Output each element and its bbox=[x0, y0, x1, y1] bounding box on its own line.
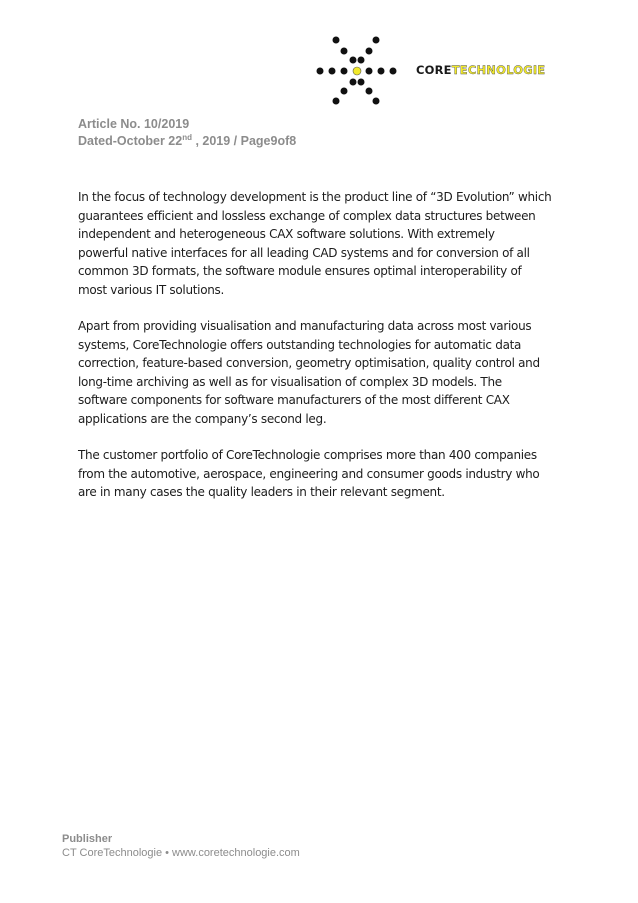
paragraph-line: correction, feature-based conversion, geometry optimisation, quality control and bbox=[78, 356, 540, 370]
article-date bbox=[78, 133, 296, 150]
logo-word-core: CORE bbox=[416, 63, 452, 77]
paragraph-2 bbox=[78, 317, 578, 428]
date-prefix: Dated-October 22 bbox=[78, 134, 183, 148]
date-suffix: , 2019 / Page9of8 bbox=[191, 134, 297, 148]
paragraph-line: long-time archiving as well as for visualisation of complex 3D models. The bbox=[78, 374, 502, 389]
paragraph-line: powerful native interfaces for all leading CAD systems and for conversion of all bbox=[78, 245, 530, 260]
publisher-line: CT CoreTechnologie • www.coretechnologie.com bbox=[62, 847, 300, 859]
article-number: Article No. 10/2019 bbox=[78, 117, 190, 131]
paragraph-line: In the focus of technology development is the product line of “3D Evolution” which bbox=[78, 190, 552, 204]
paragraph-line: applications are the company’s second leg. bbox=[78, 411, 327, 426]
footer bbox=[62, 832, 300, 860]
logo-wordmark bbox=[416, 63, 545, 77]
paragraph-line: from the automotive, aerospace, engineering and consumer goods industry who bbox=[78, 466, 540, 481]
paragraph-line: The customer portfolio of CoreTechnologie comprises more than 400 companies bbox=[78, 448, 537, 462]
logo-word-tech: TECHNOLOGIE bbox=[451, 63, 546, 77]
paragraph-line: common 3D formats, the software module ensures optimal interoperability of bbox=[78, 264, 522, 278]
paragraph-line: Apart from providing visualisation and manufacturing data across most various bbox=[78, 319, 532, 333]
paragraph-1 bbox=[78, 188, 578, 299]
dot-x-logo-icon bbox=[314, 34, 414, 106]
date-ordinal-suffix: nd bbox=[182, 132, 192, 142]
coretechnologie-logo bbox=[314, 34, 564, 106]
paragraph-line: guarantees efficient and lossless exchange of complex data structures between bbox=[78, 208, 536, 223]
paragraph-line: software components for software manufacturers of the most different CAX bbox=[78, 393, 510, 407]
paragraph-line: most various IT solutions. bbox=[78, 282, 225, 297]
paragraph-3 bbox=[78, 446, 578, 502]
article-header bbox=[78, 116, 296, 150]
paragraph-line: systems, CoreTechnologie offers outstanding technologies for automatic data bbox=[78, 337, 522, 352]
paragraph-line: are in many cases the quality leaders in their relevant segment. bbox=[78, 485, 445, 499]
publisher-label: Publisher bbox=[62, 833, 113, 845]
paragraph-line: independent and heterogeneous CAX software solutions. With extremely bbox=[78, 227, 495, 241]
article-body bbox=[78, 188, 578, 520]
